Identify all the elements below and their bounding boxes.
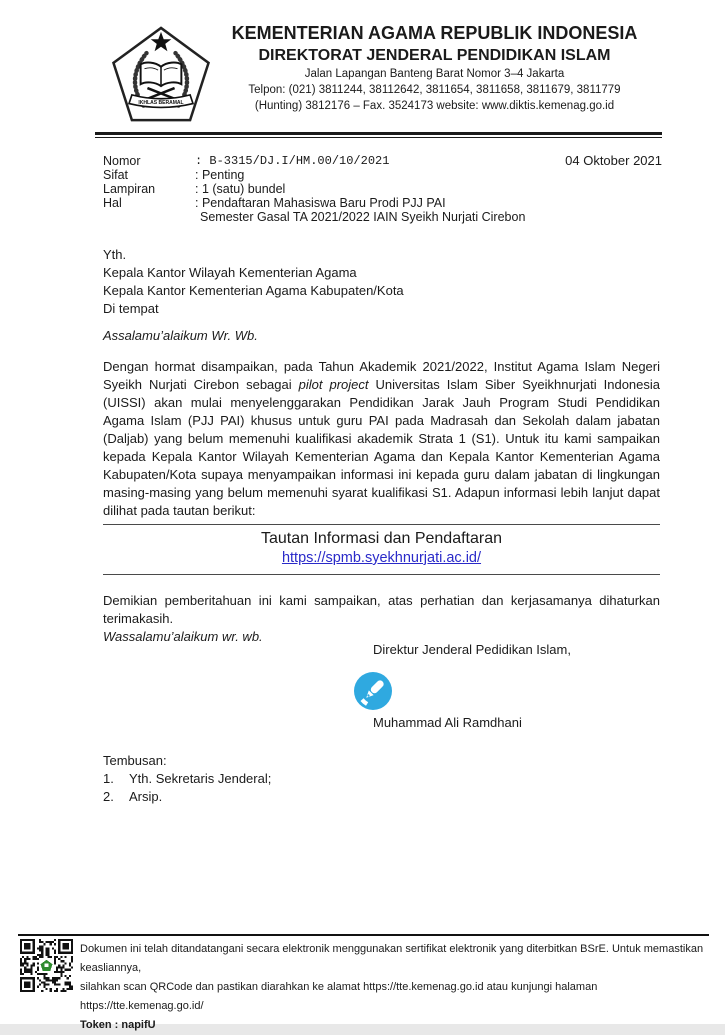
signer-title: Direktur Jenderal Pedidikan Islam, bbox=[373, 642, 571, 657]
letter-subject: : Pendaftaran Mahasiswa Baru Prodi PJJ PAI bbox=[195, 196, 446, 210]
logo-caption: IKHLAS BERAMAL bbox=[138, 100, 184, 107]
letter-body bbox=[103, 246, 660, 806]
letterhead bbox=[0, 0, 725, 128]
opening-greeting: Assalamu’alaikum Wr. Wb. bbox=[103, 328, 258, 343]
office-fax-website: (Hunting) 3812176 – Fax. 3524173 website: www.diktis.kemenag.go.id bbox=[254, 100, 615, 112]
qr-code bbox=[20, 939, 73, 992]
paragraph-text: Dengan hormat disampaikan, pada Tahun Akademik 2021/2022, Institut Agama Islam Negeri Syeikh Nurjati Cirebon sebagai bbox=[103, 359, 660, 392]
meta-label: Sifat bbox=[103, 168, 129, 182]
pilot-project-italic: pilot project bbox=[298, 377, 369, 392]
letter-nature: : Penting bbox=[195, 168, 244, 182]
recipient-block bbox=[103, 246, 660, 318]
signer-name: Muhammad Ali Ramdhani bbox=[373, 715, 522, 730]
letter-attachment: : 1 (satu) bundel bbox=[195, 182, 285, 196]
meta-row-lampiran bbox=[103, 182, 662, 196]
signature-block bbox=[373, 641, 660, 732]
tembusan-text: Yth. Sekretaris Jenderal; bbox=[129, 771, 272, 786]
footer-line2: silahkan scan QRCode dan pastikan diarahkan ke alamat https://tte.kemenag.go.id atau kunjungi halaman https://tte.kemenag.go.id/ bbox=[80, 981, 598, 1012]
letter-subject-line2: Semester Gasal TA 2021/2022 IAIN Syeikh Nurjati Cirebon bbox=[200, 210, 526, 224]
tembusan-item bbox=[103, 788, 660, 806]
link-box-title: Tautan Informasi dan Pendaftaran bbox=[260, 530, 503, 547]
recipient-salutation: Yth. bbox=[103, 247, 127, 262]
esign-footer bbox=[0, 934, 725, 1035]
meta-row-hal bbox=[103, 196, 662, 210]
meta-label: Hal bbox=[103, 196, 122, 210]
tembusan-number: 1. bbox=[103, 771, 114, 786]
kemenag-logo-icon bbox=[110, 26, 214, 128]
closing-paragraph: Demikian pemberitahuan ini kami sampaikan, atas perhatian dan kerjasamanya dihaturkan terimakasih. bbox=[103, 593, 660, 626]
registration-link-box bbox=[103, 524, 660, 575]
tembusan-item bbox=[103, 770, 660, 788]
footer-line1: Dokumen ini telah ditandatangani secara elektronik menggunakan sertifikat elektronik yang diterbitkan BSrE. Untuk memastikan keasliannya, bbox=[80, 943, 704, 974]
registration-link[interactable]: https://spmb.syekhnurjati.ac.id/ bbox=[281, 550, 482, 566]
letterhead-text bbox=[214, 20, 655, 114]
footer-token: Token : napifU bbox=[80, 1019, 156, 1031]
directorate-name: DIREKTORAT JENDERAL PENDIDIKAN ISLAM bbox=[258, 47, 611, 64]
electronic-signature-icon bbox=[353, 671, 393, 711]
ministry-name: KEMENTERIAN AGAMA REPUBLIK INDONESIA bbox=[231, 23, 638, 43]
office-address: Jalan Lapangan Banteng Barat Nomor 3–4 Jakarta bbox=[304, 68, 565, 80]
tembusan-number: 2. bbox=[103, 789, 114, 804]
recipient-line: Di tempat bbox=[103, 301, 159, 316]
recipient-line: Kepala Kantor Wilayah Kementerian Agama bbox=[103, 265, 357, 280]
paragraph-text: Universitas Islam Siber Syeikhnurjati Indonesia (UISSI) akan mulai menyelenggarakan Pendidikan Jarak Jauh Program Studi Pendidikan Agama Islam (PJJ PAI) khusus untuk guru PAI pada Madrasah dan Sekolah dalam jabatan (Daljab) yang belum memenuhi kualifikasi akademik Strata 1 (S1). Untuk itu kami sampaikan kepada Kepala Kantor Wilayah Kementerian Agama dan Kepala Kantor Kementerian Agama Kabupaten/Kota supaya menyampaikan informasi ini kepada guru dalam jabatan di lingkungan masing-masing yang belum memenuhi syarat kualifikasi S1. Adapun informasi lebih lanjut dapat dilihat pada tautan berikut: bbox=[103, 377, 660, 518]
meta-row-sifat bbox=[103, 168, 662, 182]
footer-text bbox=[80, 939, 713, 1035]
registration-link-wrap bbox=[103, 549, 660, 568]
letter-meta bbox=[103, 154, 662, 224]
letter-date: 04 Oktober 2021 bbox=[565, 153, 662, 168]
tembusan-text: Arsip. bbox=[129, 789, 163, 804]
tembusan-title: Tembusan: bbox=[103, 753, 167, 768]
recipient-line: Kepala Kantor Kementerian Agama Kabupaten/Kota bbox=[103, 283, 404, 298]
letter-number: : B-3315/DJ.I/HM.00/10/2021 bbox=[195, 154, 389, 168]
meta-label: Nomor bbox=[103, 154, 141, 168]
header-divider bbox=[95, 132, 662, 138]
tembusan-block bbox=[103, 752, 660, 806]
main-paragraph bbox=[103, 358, 660, 520]
closing-greeting: Wassalamu’alaikum wr. wb. bbox=[103, 629, 263, 644]
meta-label: Lampiran bbox=[103, 182, 156, 196]
office-phone: Telpon: (021) 3811244, 38112642, 3811654, 3811658, 3811679, 3811779 bbox=[248, 84, 621, 96]
